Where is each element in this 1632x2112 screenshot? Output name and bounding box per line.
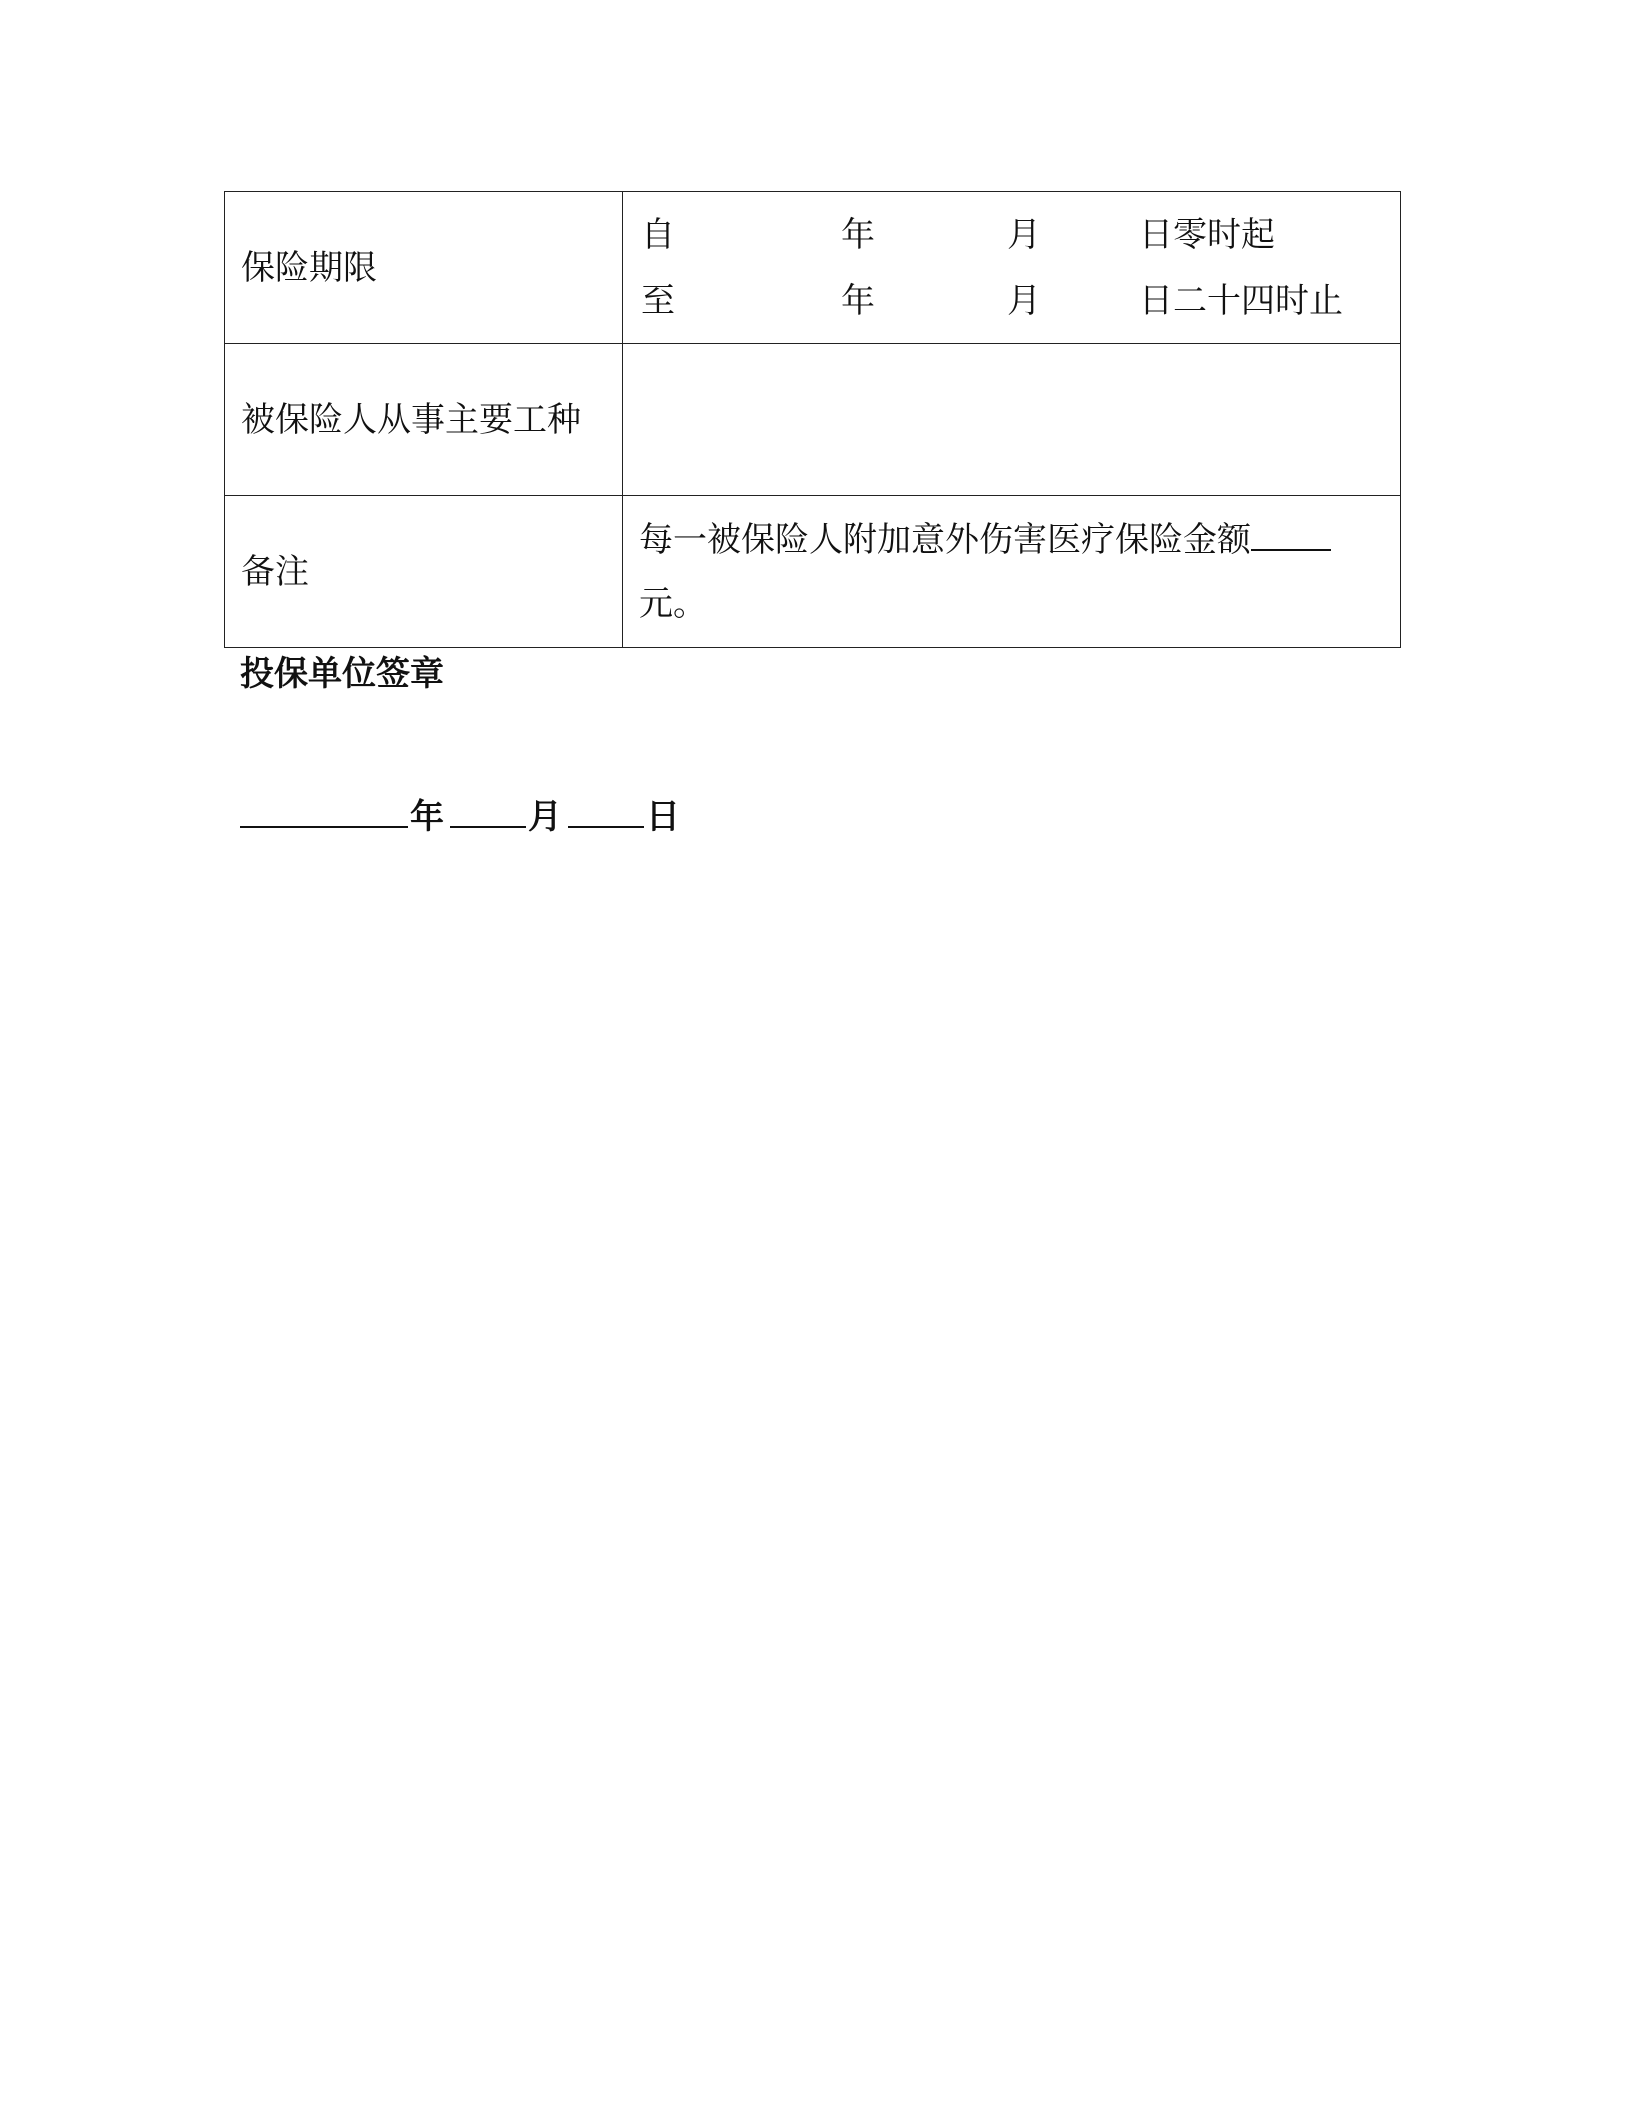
month-label: 月 — [528, 797, 562, 837]
remarks-text: 每一被保险人附加意外伤害医疗保险金额 — [639, 519, 1251, 560]
period-start-month: 月 — [1007, 214, 1041, 255]
remarks-currency-text: 元。 — [639, 583, 707, 624]
insurance-period-value — [623, 192, 1401, 344]
period-start-line — [639, 202, 1386, 268]
day-label: 日 — [646, 797, 680, 837]
occupation-value[interactable] — [623, 344, 1401, 496]
period-end-year: 年 — [841, 280, 875, 321]
table-row-occupation — [225, 344, 1401, 496]
signature-label: 投保单位签章 — [240, 654, 444, 694]
period-end-line — [639, 268, 1386, 334]
remarks-value — [623, 496, 1401, 648]
year-blank[interactable] — [240, 788, 408, 828]
period-end-month: 月 — [1007, 280, 1041, 321]
period-end-prefix: 至 — [641, 280, 675, 321]
insurance-form-table — [224, 191, 1401, 648]
period-start-year: 年 — [841, 214, 875, 255]
day-blank[interactable] — [568, 788, 644, 828]
remarks-label: 备注 — [225, 496, 623, 648]
month-blank[interactable] — [450, 788, 526, 828]
occupation-label: 被保险人从事主要工种 — [225, 344, 623, 496]
table-row-remarks — [225, 496, 1401, 648]
table-row-insurance-period — [225, 192, 1401, 344]
insurance-period-label: 保险期限 — [225, 192, 623, 344]
period-end-suffix: 日二十四时止 — [1139, 280, 1343, 321]
period-start-suffix: 日零时起 — [1139, 214, 1275, 255]
year-label: 年 — [410, 797, 444, 837]
medical-amount-blank[interactable] — [1251, 519, 1331, 551]
period-start-prefix: 自 — [641, 214, 675, 255]
signature-date-line — [240, 788, 680, 841]
